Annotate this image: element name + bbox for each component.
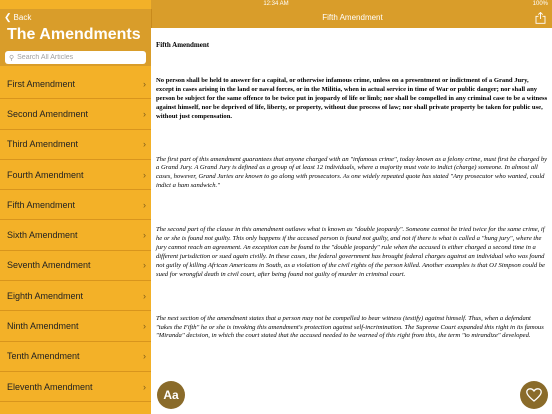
list-item[interactable] <box>0 220 151 250</box>
amendment-text: No person shall be held to answer for a capital, or otherwise infamous crime, unless on a presentment or indictment of a Grand Jury, except in cases arising in the land or naval forces, or in the Militia, when in actual service in time of War or public danger; nor shall any person be subject for the same offence to be twice put in jeopardy of life or limb; nor shall be compelled in any criminal case to be a witness against himself, nor be deprived of life, liberty, or property, without due process of law; nor shall private property be taken for public use, without just compensation. <box>156 77 548 120</box>
list-item[interactable] <box>0 130 151 160</box>
list-item-label: Sixth Amendment <box>7 230 78 241</box>
list-item-label: Second Amendment <box>7 108 89 119</box>
chevron-right-icon: › <box>143 199 146 210</box>
commentary-paragraph: The next section of the amendment states that a person may not be compelled to bear witness (testify) against himself. Thus, when a defendant "takes the Fifth" he or she is invoking this amendment's protection against self-incrimination. The Supreme Court expanded this right in its famous "Miranda" decision, in which the court stated that the accused needed to be warned of this right from this, the term "to mirandize" developed. <box>156 314 544 340</box>
chevron-left-icon: ❮ <box>4 12 12 22</box>
article-heading: Fifth Amendment <box>156 41 210 49</box>
chevron-right-icon: › <box>143 139 146 150</box>
list-item-label: Fifth Amendment <box>7 199 76 210</box>
sidebar-title: The Amendments <box>7 26 141 43</box>
list-item[interactable] <box>0 372 151 402</box>
list-item[interactable] <box>0 99 151 129</box>
list-item[interactable] <box>0 311 151 341</box>
amendment-list <box>0 69 151 402</box>
sidebar-header <box>0 9 151 66</box>
chevron-right-icon: › <box>143 108 146 119</box>
battery-label: 100% <box>532 1 548 7</box>
list-item[interactable] <box>0 69 151 99</box>
commentary-paragraph: The first part of this amendment guarantees that anyone charged with an "infamous crime", today known as a felony crime, must first be charged by a Grand Jury. A Grand Jury is defined as a group of at least 12 individuals, where a majority must vote to indict (charge) someone. In almost all cases, however, Grand Juries are known to go along with prosecutors. As one widely repeated quote has stated "Any prosecutor who wanted, could indict a ham sandwich." <box>156 155 548 190</box>
sidebar <box>0 0 151 414</box>
chevron-right-icon: › <box>143 351 146 362</box>
heart-icon <box>526 388 542 402</box>
article-content <box>152 28 552 414</box>
list-item-label: Fourth Amendment <box>7 169 84 180</box>
chevron-right-icon: › <box>143 260 146 271</box>
favorite-button[interactable] <box>520 381 548 409</box>
list-item-label: Eleventh Amendment <box>7 381 93 392</box>
back-button[interactable] <box>4 12 31 23</box>
search-box[interactable] <box>5 51 146 64</box>
back-label: Back <box>13 13 32 22</box>
commentary-paragraph: The second part of the clause in this amendment outlaws what is known as "double jeopardy". Someone cannot be tried twice for the same crime, if he or she is found not guilty. This only happens if the accused person is found not guilty, and not if there is what is called a "hung jury", where the jury cannot reach an agreement. An exception can be found to the "double jeopardy" rule when the accused is either charged a second time in a different jurisdiction or sued again civilly. In these cases, the federal government has brought federal charges against an individual who was found not guilty of killing African Americans in South, as a violation of the civil rights of the person killed. Another examples is that OJ Simpson could be sued for wrongful death in civil court, after being found not guilty of murder in criminal court. <box>156 226 545 278</box>
page-title: Fifth Amendment <box>322 13 383 22</box>
main-header <box>151 9 552 28</box>
list-item[interactable] <box>0 342 151 372</box>
chevron-right-icon: › <box>143 78 146 89</box>
list-item-label: Third Amendment <box>7 139 79 150</box>
chevron-right-icon: › <box>143 290 146 301</box>
list-item[interactable] <box>0 281 151 311</box>
share-icon[interactable] <box>535 12 546 24</box>
list-item[interactable] <box>0 251 151 281</box>
list-item-label: Eighth Amendment <box>7 290 84 301</box>
list-item-label: First Amendment <box>7 78 76 89</box>
font-size-button[interactable] <box>157 381 185 409</box>
list-item-label: Tenth Amendment <box>7 351 80 362</box>
chevron-right-icon: › <box>143 381 146 392</box>
font-size-label: Aa <box>163 388 179 402</box>
chevron-right-icon: › <box>143 169 146 180</box>
search-icon: ⚲ <box>9 54 15 62</box>
list-item[interactable] <box>0 160 151 190</box>
list-item[interactable] <box>0 190 151 220</box>
chevron-right-icon: › <box>143 321 146 332</box>
list-item-label: Ninth Amendment <box>7 321 79 332</box>
chevron-right-icon: › <box>143 230 146 241</box>
status-time: 12:34 AM <box>263 1 289 7</box>
list-item-label: Seventh Amendment <box>7 260 91 271</box>
search-input[interactable] <box>17 54 137 61</box>
